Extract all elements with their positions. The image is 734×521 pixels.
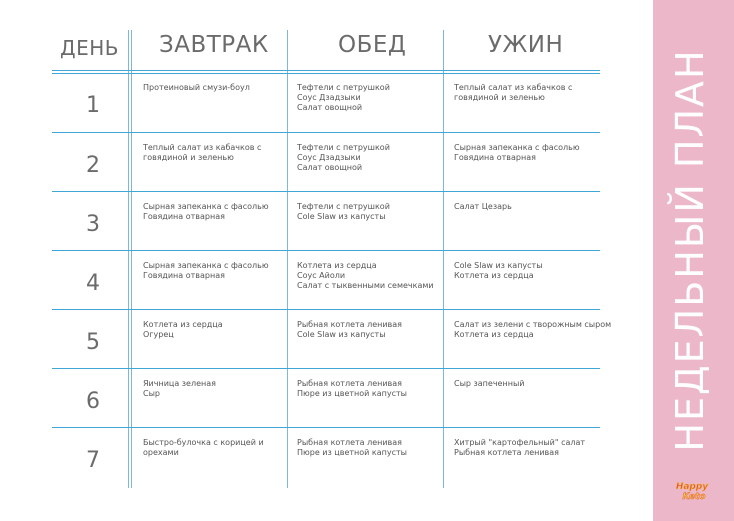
day-number: 3 [86, 212, 100, 237]
breakfast-cell [143, 379, 283, 399]
lunch-cell [297, 438, 439, 458]
meal-item: Теплый салат из кабачков с [454, 83, 573, 92]
header-day: ДЕНЬ [60, 36, 120, 60]
meal-item: Тефтели с петрушкой [297, 202, 390, 211]
meal-item: Салат овощной [297, 163, 363, 172]
meal-item: Сырная запеканка с фасолью [143, 261, 269, 270]
table-row [52, 73, 600, 132]
table-row [52, 251, 600, 310]
lunch-cell [297, 320, 439, 340]
logo-line-1: Happy [675, 482, 709, 492]
meal-item: орехами [143, 448, 179, 457]
meal-item: Салат с тыквенными семечками [297, 281, 434, 290]
meal-item: Яичница зеленая [143, 379, 216, 388]
dinner-cell [454, 320, 612, 340]
table-row [52, 428, 600, 487]
day-number: 4 [86, 271, 100, 296]
breakfast-cell [143, 83, 283, 93]
meal-item: Cole Slaw из капусты [297, 212, 386, 221]
meal-item: Котлета из сердца [454, 330, 534, 339]
meal-item: Котлета из сердца [143, 320, 223, 329]
lunch-cell [297, 261, 439, 291]
meal-item: Сырная запеканка с фасолью [454, 143, 580, 152]
breakfast-cell [143, 143, 283, 163]
breakfast-cell [143, 202, 283, 222]
header-dinner: УЖИН [488, 32, 564, 58]
table-row [52, 133, 600, 192]
logo-line-2: Keto [682, 492, 706, 502]
meal-item: Тефтели с петрушкой [297, 83, 390, 92]
day-number: 2 [86, 153, 100, 178]
meal-item: Котлета из сердца [454, 271, 534, 280]
meal-item: Рыбная котлета ленивая [454, 448, 559, 457]
meal-item: Соус Дзадзыки [297, 153, 361, 162]
meal-item: Пюре из цветной капусты [297, 389, 407, 398]
meal-item: Соус Айоли [297, 271, 346, 280]
breakfast-cell [143, 438, 283, 458]
breakfast-cell [143, 261, 283, 281]
meal-item: Салат Цезарь [454, 202, 512, 211]
meal-item: Сыр [143, 389, 160, 398]
dinner-cell [454, 379, 600, 389]
side-title: НЕДЕЛЬНЫЙ ПЛАН [668, 48, 712, 452]
day-number: 6 [86, 389, 100, 414]
meal-item: Пюре из цветной капусты [297, 448, 407, 457]
meal-item: Салат овощной [297, 103, 363, 112]
meal-item: Соус Дзадзыки [297, 93, 361, 102]
dinner-cell [454, 438, 600, 458]
meal-item: Хитрый "картофельный" салат [454, 438, 586, 447]
day-number: 1 [86, 93, 100, 118]
dinner-cell [454, 143, 600, 163]
lunch-cell [297, 143, 439, 173]
day-number: 5 [86, 330, 100, 355]
day-number: 7 [86, 448, 100, 473]
meal-item: Рыбная котлета ленивая [297, 320, 402, 329]
meal-item: говядиной и зеленью [143, 153, 234, 162]
dinner-cell [454, 202, 600, 212]
meal-item: Салат из зелени с творожным сыром [454, 320, 612, 329]
meal-item: Тефтели с петрушкой [297, 143, 390, 152]
breakfast-cell [143, 320, 283, 340]
meal-item: Сыр запеченный [454, 379, 525, 388]
meal-item: Огурец [143, 330, 174, 339]
meal-item: Говядина отварная [454, 153, 536, 162]
meal-item: Cole Slaw из капусты [297, 330, 386, 339]
dinner-cell [454, 261, 600, 281]
meal-item: Рыбная котлета ленивая [297, 379, 402, 388]
dinner-cell [454, 83, 600, 103]
table-row [52, 369, 600, 428]
meal-item: Говядина отварная [143, 212, 225, 221]
meal-item: Теплый салат из кабачков с [143, 143, 262, 152]
lunch-cell [297, 202, 439, 222]
table-row [52, 310, 612, 369]
header-breakfast: ЗАВТРАК [159, 32, 269, 58]
meal-item: Рыбная котлета ленивая [297, 438, 402, 447]
meal-item: говядиной и зеленью [454, 93, 545, 102]
lunch-cell [297, 83, 439, 113]
meal-item: Сырная запеканка с фасолью [143, 202, 269, 211]
table-row [52, 192, 600, 251]
happy-keto-logo [668, 479, 716, 503]
meal-item: Cole Slaw из капусты [454, 261, 543, 270]
meal-item: Быстро-булочка с корицей и [143, 438, 264, 447]
meal-item: Протеиновый смузи-боул [143, 83, 250, 92]
header-lunch: ОБЕД [338, 32, 407, 58]
lunch-cell [297, 379, 439, 399]
meal-item: Котлета из сердца [297, 261, 377, 270]
meal-item: Говядина отварная [143, 271, 225, 280]
